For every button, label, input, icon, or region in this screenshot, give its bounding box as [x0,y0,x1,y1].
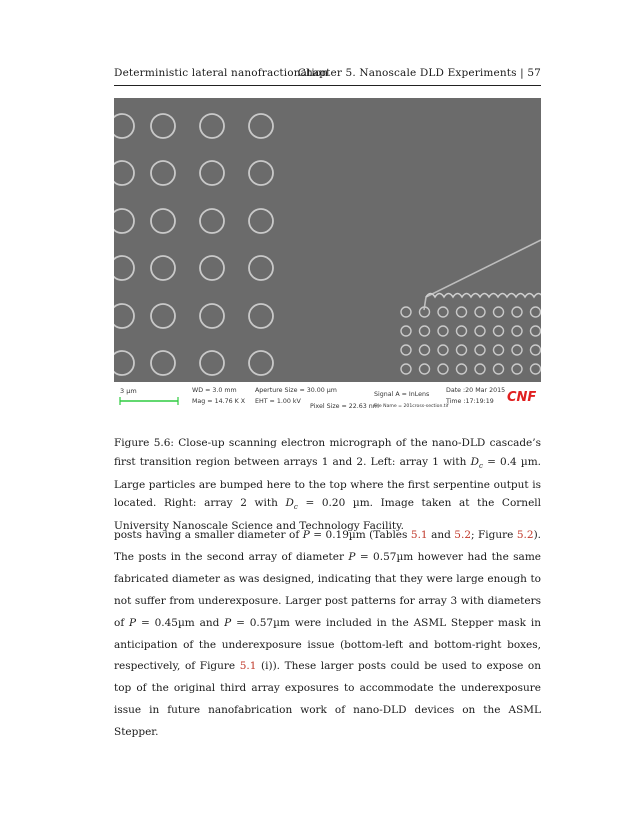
time-label: Time :17:19:19 [446,398,494,405]
sem-micrograph [114,98,541,410]
dc-symbol: D [285,497,294,510]
filename-label: File Name = 201cross-section.tif [374,404,449,409]
cnf-logo: CNF [507,390,537,405]
body-paragraph [114,525,541,744]
mag-label: Mag = 14.76 K X [192,398,246,405]
p-symbol: P [224,616,232,629]
p-symbol: P [348,550,356,563]
scale-bar-label: 3 µm [120,387,137,395]
dc-subscript: c [293,503,298,512]
caption-text-3: = 0.20 µm. Image taken at the Cornell University Nanoscale Science and Technology Facility. [114,497,541,533]
figure-ref-link[interactable]: 5.2 [516,529,534,541]
aperture-label: Aperture Size = 30.00 µm [255,387,337,394]
p-symbol: P [302,529,310,541]
wd-label: WD = 3.0 mm [192,387,237,394]
body-text: ; Figure [471,529,517,541]
table-ref-link[interactable]: 5.2 [454,529,471,541]
caption-text-2: = 0.4 µm. Large particles are bumped here to the top where the first serpentine output is located. Right: array 2 with [114,455,541,510]
figure-caption [114,434,541,536]
body-text: = 0.45µm and [136,616,225,629]
eht-label: EHT = 1.00 kV [255,398,301,405]
dc-subscript: c [478,461,483,470]
running-header [114,67,541,83]
signal-label: Signal A = InLens [374,391,430,398]
pixel-size-label: Pixel Size = 22.63 nm [310,403,379,410]
body-text: = 0.57µm however had the same fabricated diameter as was designed, indicating that they were large enough to not suffer from underexposure. Larger post patterns for array 3 with diameters of [114,550,541,629]
body-text: and [427,529,455,541]
figure-ref-link[interactable]: 5.1 [239,660,257,673]
date-label: Date :20 Mar 2015 [446,387,506,394]
dc-symbol: D [470,455,479,468]
body-text: (i)). These larger posts could be used to expose on top of the original third array exposures to accommodate the underexposure issue in future nanofabrication work of nano-DLD devices on the ASML Stepper. [114,660,541,739]
sem-info-bar [114,382,541,410]
header-title: Deterministic lateral nanofractionation [114,67,329,79]
p-symbol: P [129,616,137,629]
body-text: = 0.19µm (Tables [309,529,411,541]
body-text: posts having a smaller diameter of [114,529,303,541]
body-text: ). The posts in the second array of diameter [114,529,541,563]
caption-text-1: Figure 5.6: Close-up scanning electron micrograph of the nano-DLD cascade’s first transition region between arrays 1 and 2. Left: array 1 with [114,437,541,468]
body-text: = 0.57µm were included in the ASML Stepper mask in anticipation of the underexposure issue (bottom-left and bottom-right boxes, respectively, of Figure [114,616,541,673]
header-chapter: Chapter 5. Nanoscale DLD Experiments | 57 [297,67,541,79]
table-ref-link[interactable]: 5.1 [410,529,428,541]
header-rule [114,85,541,86]
